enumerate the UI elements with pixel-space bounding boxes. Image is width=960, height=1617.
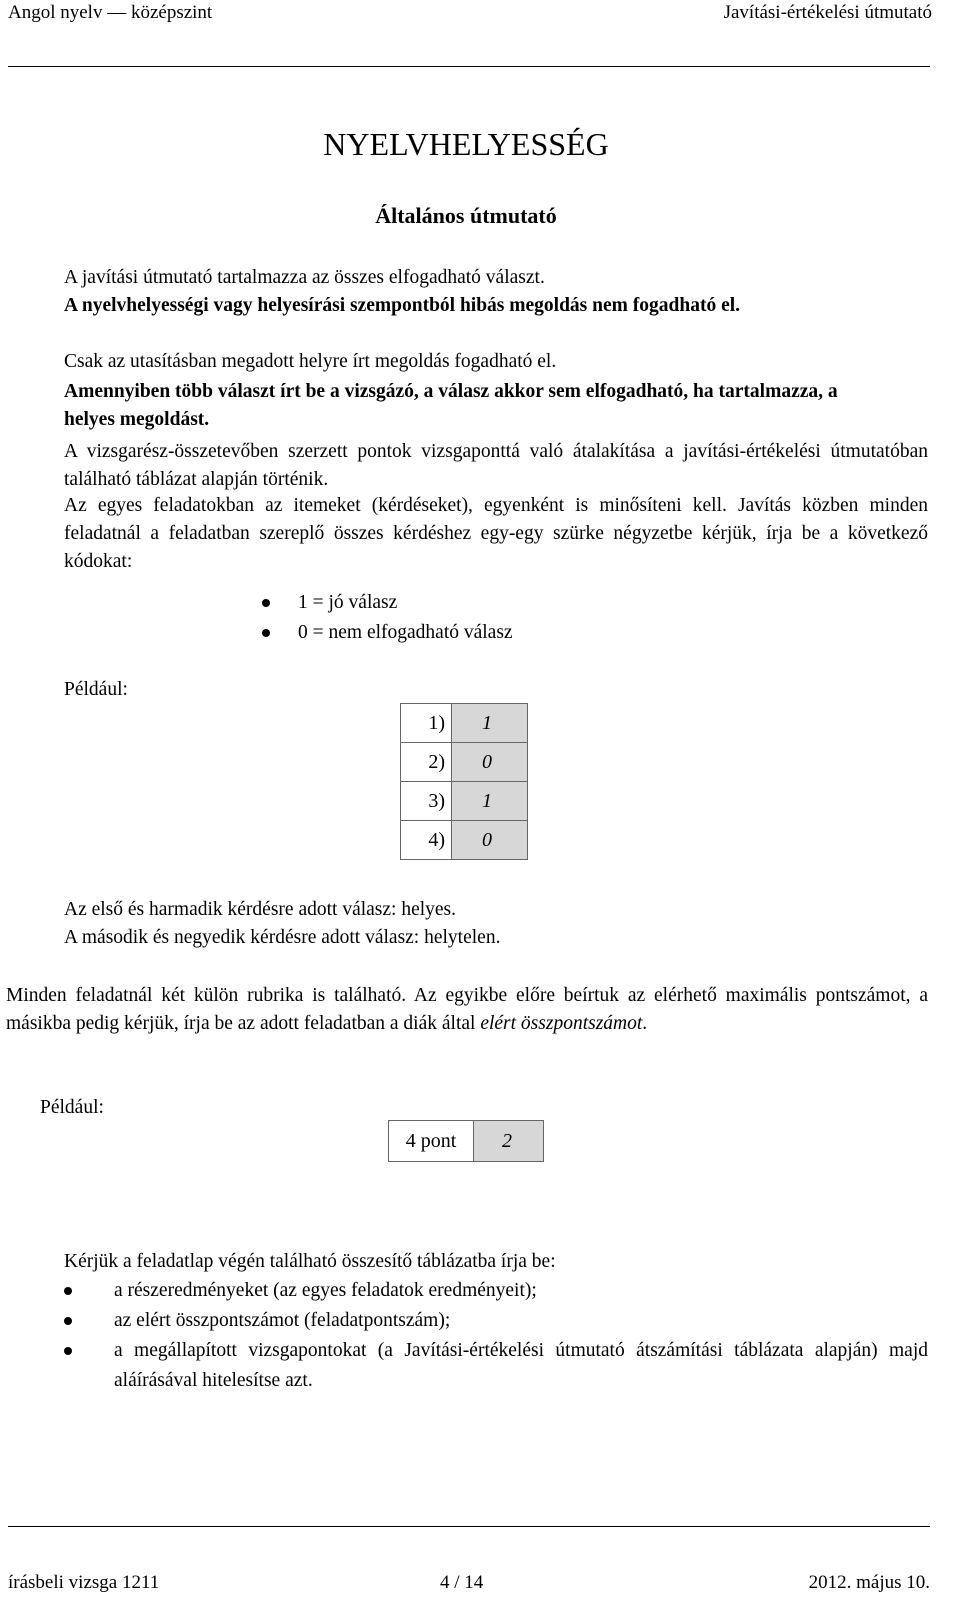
rubric-end: . <box>642 1013 648 1034</box>
points-example-label: Például: <box>40 1097 104 1118</box>
page-title: NYELVHELYESSÉG <box>323 126 609 162</box>
bullet-icon <box>64 1317 72 1325</box>
list-item: a részeredményeket (az egyes feladatok eredményeit); <box>64 1276 928 1306</box>
item-code-cell: 0 <box>452 821 528 860</box>
instruction-accepted-answers: A javítási útmutató tartalmazza az összes elfogadható választ. <box>64 267 545 288</box>
bullet-icon <box>64 1347 72 1355</box>
result-incorrect-line: A második és negyedik kérdésre adott válasz: helytelen. <box>64 927 501 948</box>
footer-exam-code: írásbeli vizsga 1211 <box>8 1572 160 1593</box>
table-row <box>389 1121 544 1162</box>
instruction-spelling-errors: A nyelvhelyességi vagy helyesírási szempontból hibás megoldás nem fogadható el. <box>64 295 741 316</box>
list-item: az elért összpontszámot (feladatpontszám); <box>64 1306 928 1336</box>
footer-page-number: 4 / 14 <box>440 1572 484 1593</box>
summary-list <box>64 1276 928 1396</box>
item-code-cell: 1 <box>452 782 528 821</box>
header-divider <box>8 66 930 67</box>
summary-intro: Kérjük a feladatlap végén található összesítő táblázatba írja be: <box>64 1251 556 1272</box>
item-number: 2) <box>401 743 452 782</box>
header-subject: Angol nyelv — középszint <box>8 2 213 23</box>
example-code-table <box>400 703 528 860</box>
instruction-point-conversion: A vizsgarész-összetevőben szerzett pontok vizsgaponttá való átalakítása a javítási-értékelési útmutatóban található táblázat alapján történik. <box>64 441 928 490</box>
section-subtitle: Általános útmutató <box>375 203 557 228</box>
footer-divider <box>8 1526 930 1527</box>
max-points-cell: 4 pont <box>389 1121 474 1162</box>
points-example-table <box>388 1120 544 1162</box>
rubric-paragraph <box>6 982 928 1038</box>
list-item: a megállapított vizsgapontokat (a Javítási-értékelési útmutató átszámítási táblázata alapján) majd aláírásával hitelesítse azt. <box>64 1336 928 1396</box>
rubric-emphasis: elért összpontszámot <box>480 1013 643 1034</box>
footer-date: 2012. május 10. <box>808 1572 930 1593</box>
item-code-cell: 0 <box>452 743 528 782</box>
example-label: Például: <box>64 679 128 700</box>
code-bullet-incorrect: 0 = nem elfogadható válasz <box>262 618 662 648</box>
instruction-item-coding: Az egyes feladatokban az itemeket (kérdéseket), egyenként is minősíteni kell. Javítás közben minden feladatnál a feladatban szereplő összes kérdéshez egy-egy szürke négyzetbe kérjük, írja be a következő kódokat: <box>64 495 928 572</box>
result-correct-line: Az első és harmadik kérdésre adott válasz: helyes. <box>64 899 457 920</box>
code-bullet-correct: 1 = jó válasz <box>262 588 662 618</box>
bullet-icon <box>64 1287 72 1295</box>
table-row <box>401 782 528 821</box>
bullet-icon <box>262 629 270 637</box>
instruction-multiple-answers: Amennyiben több választ írt be a vizsgázó, a válasz akkor sem elfogadható, ha tartalmazza, a helyes megoldást. <box>64 381 838 430</box>
earned-points-cell: 2 <box>474 1121 544 1162</box>
bullet-icon <box>262 599 270 607</box>
table-row <box>401 821 528 860</box>
header-doc-type: Javítási-értékelési útmutató <box>723 2 932 23</box>
item-code-cell: 1 <box>452 704 528 743</box>
instruction-answer-location: Csak az utasításban megadott helyre írt megoldás fogadható el. <box>64 351 557 372</box>
item-number: 3) <box>401 782 452 821</box>
rubric-text: Minden feladatnál két külön rubrika is található. Az egyikbe előre beírtuk az elérhető maximális pontszámot, a másikba pedig kérjük, írja be az adott feladatban a diák által <box>6 985 928 1034</box>
table-row <box>401 743 528 782</box>
table-row <box>401 704 528 743</box>
item-number: 1) <box>401 704 452 743</box>
item-number: 4) <box>401 821 452 860</box>
